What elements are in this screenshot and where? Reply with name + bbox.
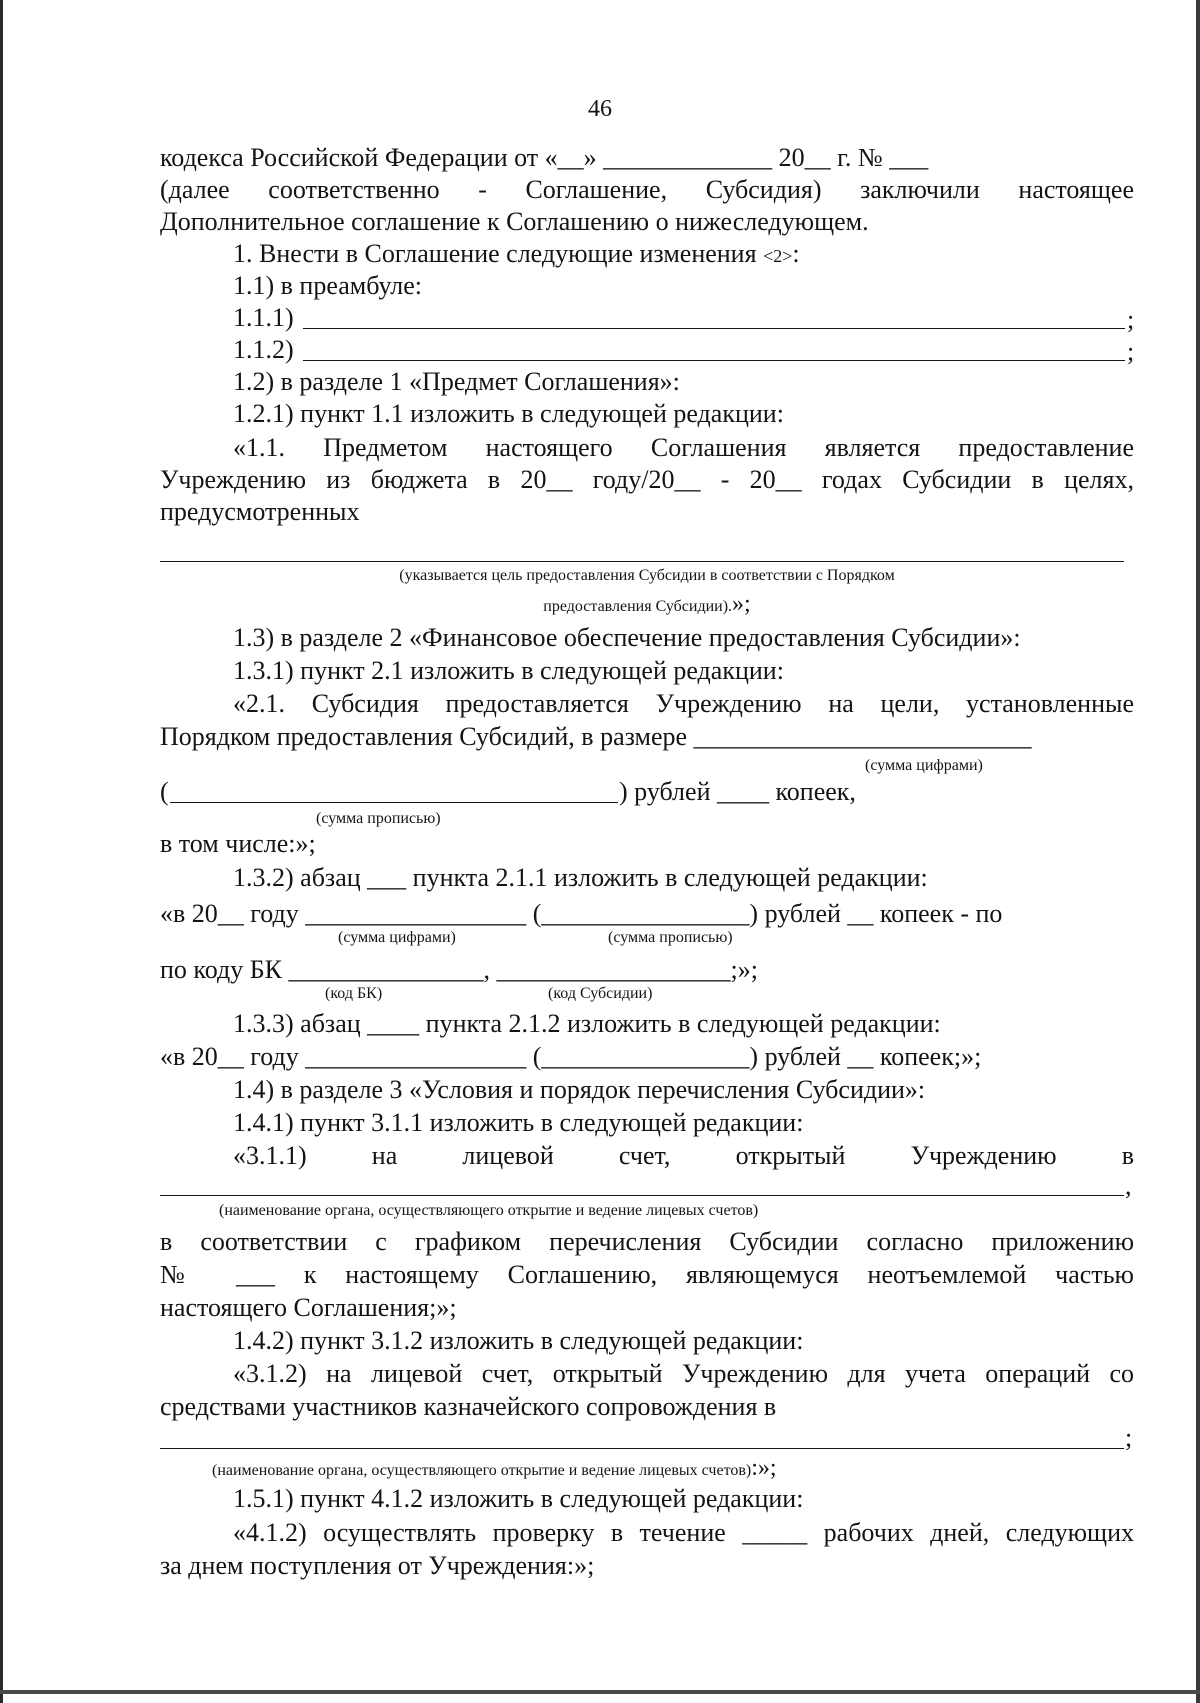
scan-edge-right — [1196, 0, 1200, 1703]
clause-3-1-1-comma: , — [1125, 1171, 1132, 1200]
clause-3-1-2-line-2: средствами участников казначейского сопровождения в — [160, 1392, 777, 1421]
item-1-4: 1.4) в разделе 3 «Условия и порядок перечисления Субсидии»: — [233, 1075, 926, 1104]
item-1-text: 1. Внести в Соглашение следующие изменения — [233, 239, 757, 268]
clause-3-1-1-line-3: № ___ к настоящему Соглашению, являющемуся неотъемлемой частью — [160, 1260, 1134, 1289]
caption-purpose-line-1: (указывается цель предоставления Субсидии в соответствии с Порядком — [399, 567, 895, 584]
clause-2-1-including: в том числе:»; — [160, 829, 316, 858]
clause-3-1-1-line-1: «3.1.1) на лицевой счет, открытый Учреждению в — [233, 1141, 1134, 1170]
caption-org-2 — [212, 1455, 777, 1481]
item-1-3-2: 1.3.2) абзац ___ пункта 2.1.1 изложить в следующей редакции: — [233, 863, 928, 892]
clause-4-1-2-line-1: «4.1.2) осуществлять проверку в течение _____ рабочих дней, следующих — [233, 1518, 1134, 1547]
item-1-1: 1.1) в преамбуле: — [233, 271, 423, 300]
clause-4-1-2-line-2: за днем поступления от Учреждения:»; — [160, 1551, 595, 1580]
clause-2-1-1-year: «в 20__ году _________________ (________________) рублей __ копеек - по — [160, 899, 1003, 928]
clause-2-1-line-2: Порядком предоставления Субсидий, в размере __________________________ — [160, 722, 1032, 751]
caption-sum-words: (сумма прописью) — [316, 810, 441, 827]
item-1-1-2-semicolon: ; — [1127, 337, 1135, 366]
item-1-2: 1.2) в разделе 1 «Предмет Соглашения»: — [233, 367, 680, 396]
blank-sum-words — [170, 802, 618, 803]
clause-2-1-open-paren: ( — [160, 777, 169, 806]
scan-edge-left — [0, 0, 3, 1703]
caption-org-2-end: :»; — [751, 1455, 777, 1481]
clause-1-1-line-3: предусмотренных — [160, 497, 360, 526]
item-1-3: 1.3) в разделе 2 «Финансовое обеспечение предоставления Субсидии»: — [233, 623, 1021, 652]
blank-line-1-1-2 — [303, 360, 1125, 361]
clause-3-1-2-line-1: «3.1.2) на лицевой счет, открытый Учреждению для учета операций со — [233, 1359, 1134, 1388]
clause-2-1-2-year: «в 20__ году _________________ (________________) рублей __ копеек;»; — [160, 1042, 982, 1071]
caption-org-1: (наименование органа, осуществляющего открытие и ведение лицевых счетов) — [219, 1202, 759, 1219]
clause-2-1-rubles: ) рублей ____ копеек, — [619, 777, 856, 806]
caption-sum-words-2: (сумма прописью) — [608, 929, 733, 946]
caption-org-2-text: (наименование органа, осуществляющего открытие и ведение лицевых счетов) — [212, 1462, 752, 1479]
caption-purpose-text: предоставления Субсидии). — [543, 598, 733, 615]
caption-code-bk: (код БК) — [325, 985, 383, 1002]
blank-org-1 — [160, 1195, 1124, 1196]
item-1-1-2-label: 1.1.2) — [233, 335, 294, 364]
blank-line-purpose — [160, 561, 1124, 562]
line-additional-agreement: Дополнительное соглашение к Соглашению о нижеследующем. — [160, 207, 869, 236]
item-1-5-1: 1.5.1) пункт 4.1.2 изложить в следующей редакции: — [233, 1484, 804, 1513]
item-1-4-2: 1.4.2) пункт 3.1.2 изложить в следующей редакции: — [233, 1326, 804, 1355]
blank-line-1-1-1 — [303, 328, 1125, 329]
page-number: 46 — [588, 96, 612, 122]
caption-purpose-line-2 — [160, 591, 1134, 617]
line-code-date: кодекса Российской Федерации от «__» _____________ 20__ г. № ___ — [160, 143, 929, 172]
clause-3-1-1-line-2: в соответствии с графиком перечисления Субсидии согласно приложению — [160, 1227, 1134, 1256]
line-hereinafter: (далее соответственно - Соглашение, Субсидия) заключили настоящее — [160, 175, 1134, 204]
item-1-2-1: 1.2.1) пункт 1.1 изложить в следующей редакции: — [233, 399, 784, 428]
scan-edge-bottom — [0, 1690, 1200, 1694]
caption-code-subsidy: (код Субсидии) — [548, 985, 653, 1002]
blank-org-2 — [160, 1448, 1124, 1449]
caption-sum-digits: (сумма цифрами) — [865, 757, 983, 774]
clause-3-1-1-line-4: настоящего Соглашения;»; — [160, 1293, 457, 1322]
item-1-3-3: 1.3.3) абзац ____ пункта 2.1.2 изложить в следующей редакции: — [233, 1009, 941, 1038]
caption-sum-digits-2: (сумма цифрами) — [338, 929, 456, 946]
caption-purpose-end: »; — [732, 591, 751, 617]
clause-3-1-2-semicolon: ; — [1125, 1423, 1133, 1452]
item-1-colon: : — [792, 239, 800, 268]
item-1 — [233, 238, 800, 272]
item-1-1-1-semicolon: ; — [1127, 305, 1135, 334]
item-1-1-1-label: 1.1.1) — [233, 303, 294, 332]
item-1-3-1: 1.3.1) пункт 2.1 изложить в следующей редакции: — [233, 656, 784, 685]
clause-2-1-1-bk: по коду БК _______________, __________________;»; — [160, 955, 758, 984]
clause-1-1-line-1: «1.1. Предметом настоящего Соглашения является предоставление — [233, 433, 1134, 462]
footnote-ref-2: <2> — [763, 246, 793, 266]
clause-1-1-line-2: Учреждению из бюджета в 20__ году/20__ - 20__ годах Субсидии в целях, — [160, 465, 1134, 494]
clause-2-1-line-1: «2.1. Субсидия предоставляется Учреждению на цели, установленные — [233, 689, 1134, 718]
item-1-4-1: 1.4.1) пункт 3.1.1 изложить в следующей редакции: — [233, 1108, 804, 1137]
